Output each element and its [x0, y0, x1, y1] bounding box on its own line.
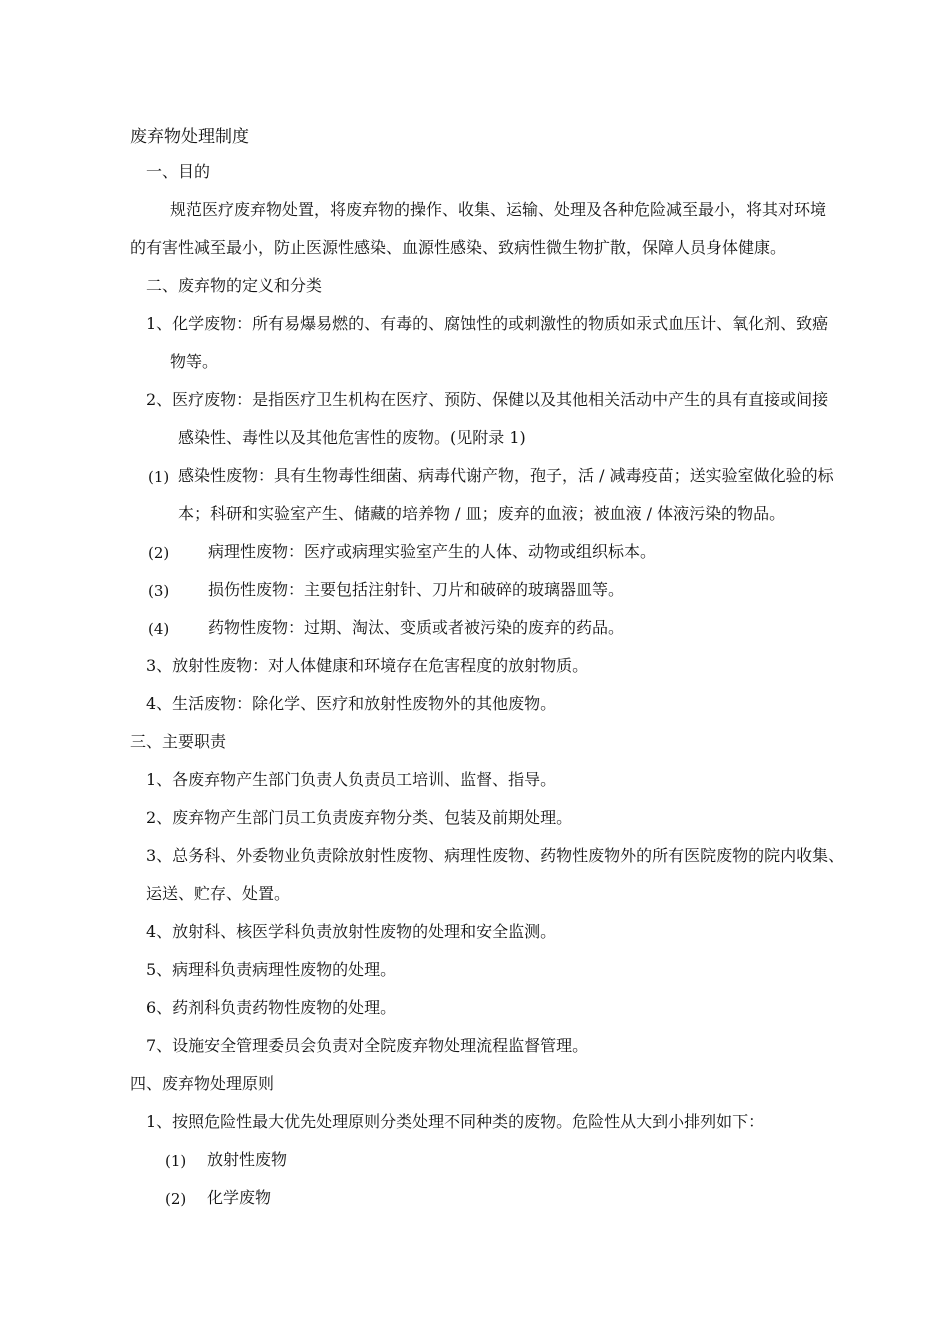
paragraph-line: 规范医疗废弃物处置，将废弃物的操作、收集、运输、处理及各种危险减至最小，将其对环境 [170, 200, 827, 219]
list-item: 6、药剂科负责药物性废物的处理。 [146, 998, 397, 1017]
sublist-item: 化学废物 [207, 1188, 272, 1207]
sublist-item: 感染性废物：具有生物毒性细菌、病毒代谢产物，孢子，活 / 减毒疫苗；送实验室做化验的标 [178, 466, 834, 485]
list-item: 3、放射性废物：对人体健康和环境存在危害程度的放射物质。 [146, 656, 589, 675]
list-item: 1、化学废物：所有易爆易燃的、有毒的、腐蚀性的或刺激性的物质如汞式血压计、氧化剂、致癌 [146, 314, 829, 333]
list-item-continuation: 物等。 [170, 352, 219, 371]
sublist-item-continuation: 本；科研和实验室产生、储藏的培养物 / 皿；废弃的血液；被血液 / 体液污染的物品。 [178, 504, 786, 523]
sublist-marker: (4) [148, 620, 170, 638]
list-item-continuation: 运送、贮存、处置。 [146, 884, 291, 903]
section-heading-purpose: 一、目的 [146, 162, 211, 181]
list-item: 4、放射科、核医学科负责放射性废物的处理和安全监测。 [146, 922, 557, 941]
sublist-item: 药物性废物：过期、淘汰、变质或者被污染的废弃的药品。 [208, 618, 625, 637]
list-item: 1、按照危险性最大优先处理原则分类处理不同种类的废物。危险性从大到小排列如下： [146, 1112, 765, 1131]
list-item: 5、病理科负责病理性废物的处理。 [146, 960, 397, 979]
paragraph-line: 的有害性减至最小，防止医源性感染、血源性感染、致病性微生物扩散，保障人员身体健康。 [130, 238, 787, 257]
sublist-marker: (2) [165, 1190, 187, 1208]
sublist-item: 损伤性废物：主要包括注射针、刀片和破碎的玻璃器皿等。 [208, 580, 625, 599]
list-item: 2、医疗废物：是指医疗卫生机构在医疗、预防、保健以及其他相关活动中产生的具有直接或间接 [146, 390, 829, 409]
sublist-marker: (3) [148, 582, 170, 600]
sublist-item: 放射性废物 [207, 1150, 288, 1169]
list-item: 2、废弃物产生部门员工负责废弃物分类、包装及前期处理。 [146, 808, 573, 827]
section-heading-principles: 四、废弃物处理原则 [130, 1074, 275, 1093]
list-item: 7、设施安全管理委员会负责对全院废弃物处理流程监督管理。 [146, 1036, 589, 1055]
sublist-marker: (1) [165, 1152, 187, 1170]
section-heading-definition: 二、废弃物的定义和分类 [146, 276, 323, 295]
list-item: 1、各废弃物产生部门负责人负责员工培训、监督、指导。 [146, 770, 557, 789]
list-item-continuation: 感染性、毒性以及其他危害性的废物。(见附录 1) [178, 428, 526, 447]
sublist-marker: (1) [148, 468, 170, 486]
sublist-marker: (2) [148, 544, 170, 562]
section-heading-responsibilities: 三、主要职责 [130, 732, 227, 751]
list-item: 4、生活废物：除化学、医疗和放射性废物外的其他废物。 [146, 694, 557, 713]
list-item: 3、总务科、外委物业负责除放射性废物、病理性废物、药物性废物外的所有医院废物的院内收集、 [146, 846, 845, 865]
sublist-item: 病理性废物：医疗或病理实验室产生的人体、动物或组织标本。 [208, 542, 657, 561]
document-title: 废弃物处理制度 [130, 127, 249, 147]
